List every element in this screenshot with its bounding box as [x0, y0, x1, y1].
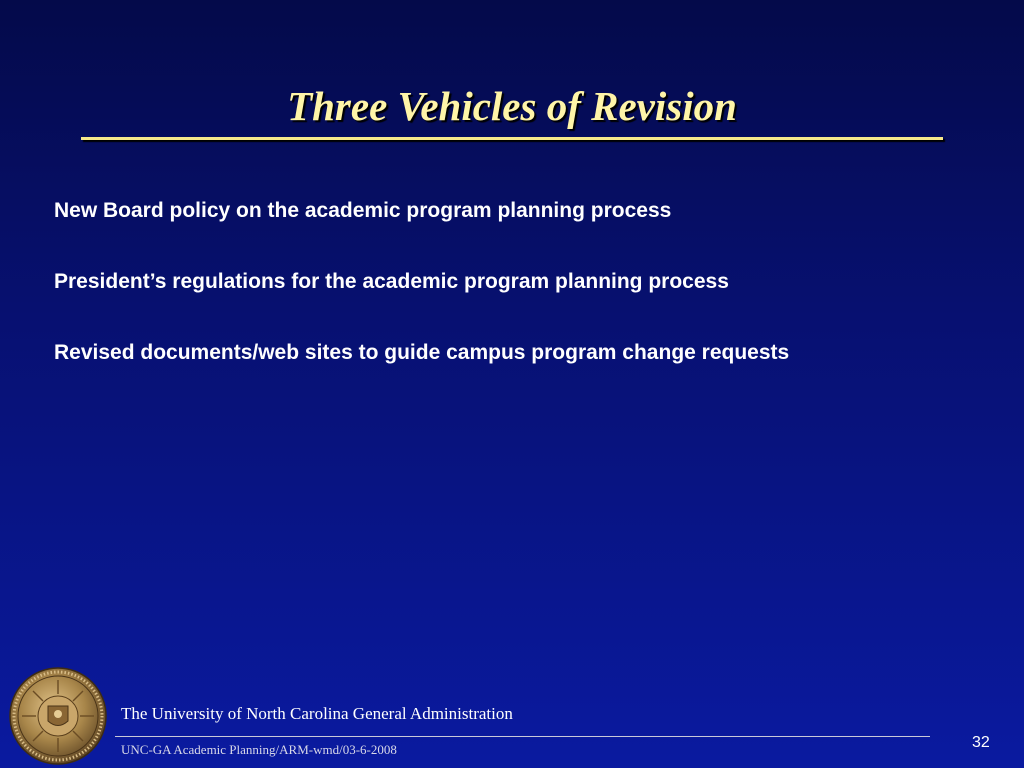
bullet-item: New Board policy on the academic program planning process [54, 199, 672, 222]
footer-meta: UNC-GA Academic Planning/ARM-wmd/03-6-2008 [121, 742, 397, 757]
slide-title: Three Vehicles of Revision [287, 83, 737, 129]
title-divider [81, 137, 943, 140]
page-number: 32 [972, 734, 990, 751]
bullet-list [54, 196, 789, 409]
footer-organization: The University of North Carolina General Administration [121, 704, 513, 723]
bullet-item: Revised documents/web sites to guide campus program change requests [54, 341, 790, 364]
footer-divider [115, 736, 930, 737]
university-seal-icon [8, 666, 108, 766]
bullet-item: President’s regulations for the academic program planning process [54, 270, 729, 293]
